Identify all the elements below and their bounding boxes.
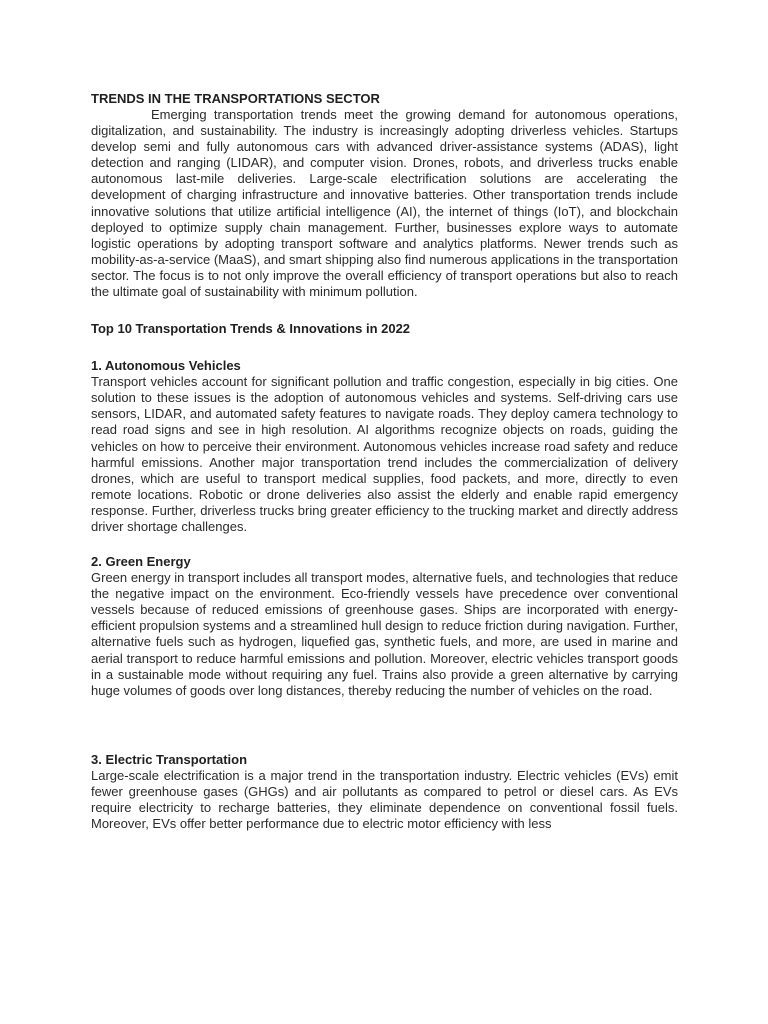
section-body-electric-transportation: Large-scale electrification is a major trend in the transportation industry. Electric vehicles (EVs) emit fewer greenhouse gases (GHGs) and air pollutants as compared to petrol or diesel cars. As EVs require electricity to recharge batteries, they eliminate dependence on conventional fossil fuels. Moreover, EVs offer better performance due to electric motor efficiency with less bbox=[91, 767, 678, 832]
section-body-green-energy: Green energy in transport includes all transport modes, alternative fuels, and technologies that reduce the negative impact on the environment. Eco-friendly vessels have precedence over conventional vessels because of reduced emissions of greenhouse gases. Ships are incorporated with energy-efficient propulsion systems and a streamlined hull design to reduce friction during navigation. Further, alternative fuels such as hydrogen, liquefied gas, synthetic fuels, and more, are used in marine and aerial transport to reduce harmful emissions and pollution. Moreover, electric vehicles transport goods in a sustainable mode without requiring any fuel. Trains also provide a green alternative by carrying huge volumes of goods over long distances, thereby reducing the number of vehicles on the road. bbox=[91, 570, 678, 698]
section-body-autonomous-vehicles: Transport vehicles account for significant pollution and traffic congestion, especially in big cities. One solution to these issues is the adoption of autonomous vehicles and systems. Self-driving cars use sensors, LIDAR, and automated safety features to navigate roads. They deploy camera technology to read road signs and see in high resolution. AI algorithms recognize objects on roads, guiding the vehicles on how to perceive their environment. Autonomous vehicles increase road safety and reduce harmful emissions. Another major transportation trend includes the commercialization of delivery drones, which are useful to transport medical supplies, food packets, and more, directly to even remote locations. Robotic or drone deliveries also assist the elderly and enable rapid emergency response. Further, driverless trucks bring greater efficiency to the trucking market and directly address driver shortage challenges. bbox=[91, 374, 678, 534]
document-title: TRENDS IN THE TRANSPORTATIONS SECTOR bbox=[91, 91, 380, 106]
section-heading-electric-transportation: 3. Electric Transportation bbox=[91, 751, 248, 767]
section-heading-autonomous-vehicles: 1. Autonomous Vehicles bbox=[91, 358, 241, 374]
list-heading: Top 10 Transportation Trends & Innovations in 2022 bbox=[91, 321, 411, 337]
document-page bbox=[91, 91, 678, 832]
intro-paragraph: Emerging transportation trends meet the growing demand for autonomous operations, digitalization, and sustainability. The industry is increasingly adopting driverless vehicles. Startups develop semi and fully autonomous cars with advanced driver-assistance systems (ADAS), light detection and ranging (LIDAR), and computer vision. Drones, robots, and driverless trucks enable autonomous last-mile deliveries. Large-scale electrification solutions are accelerating the development of charging infrastructure and innovative batteries. Other transportation trends include innovative solutions that utilize artificial intelligence (AI), the internet of things (IoT), and blockchain deployed to optimize supply chain management. Further, businesses explore ways to automate logistic operations by adopting transport software and analytics platforms. Newer trends such as mobility-as-a-service (MaaS), and smart shipping also find numerous applications in the transportation sector. The focus is to not only improve the overall efficiency of transport operations but also to reach the ultimate goal of sustainability with minimum pollution. bbox=[91, 107, 678, 300]
section-heading-green-energy: 2. Green Energy bbox=[91, 554, 191, 570]
